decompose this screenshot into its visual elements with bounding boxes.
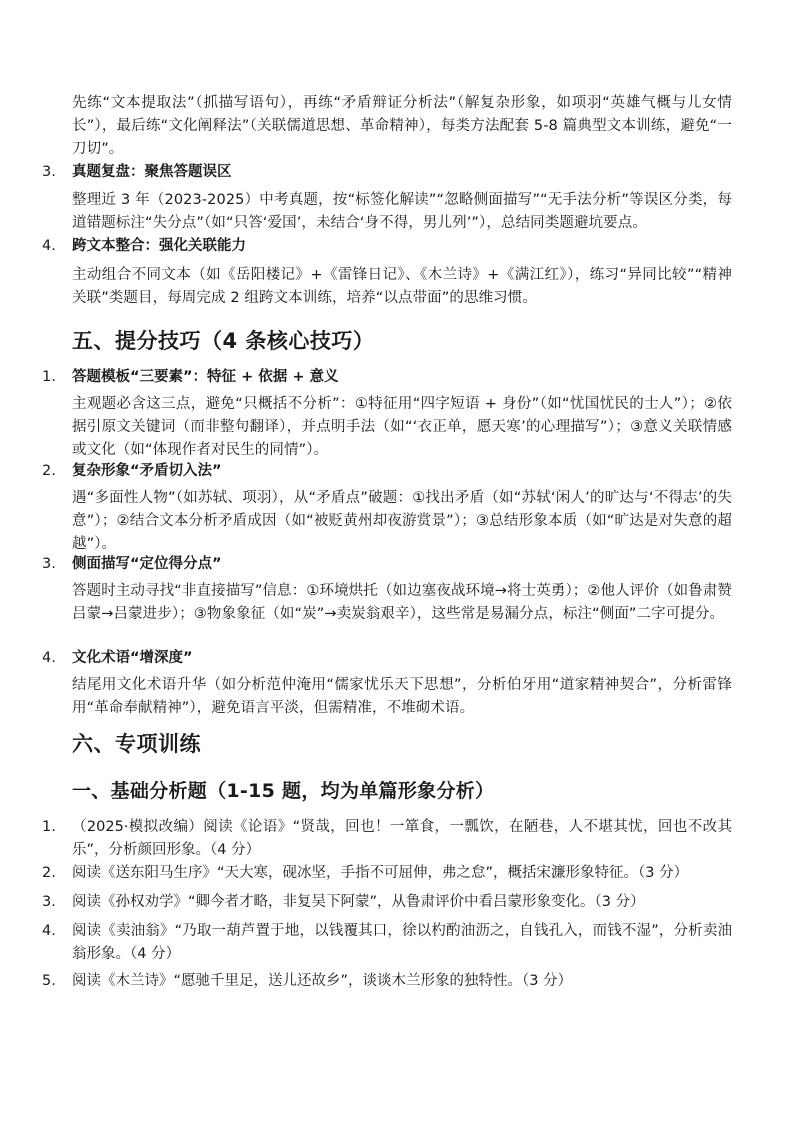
list-item-body: 整理近 3 年（2023-2025）中考真题，按“标签化解读”“忽略侧面描写”“无手法分析”等误区分类，每道错题标注“失分点”（如“只答‘爱国’，未结合‘身不得，男儿列’”），总结同类题避坑要点。 — [72, 192, 732, 231]
question-text: 阅读《卖油翁》“乃取一葫芦置于地，以钱覆其口，徐以杓酌油沥之，自钱孔入，而钱不湿”，分析卖油翁形象。（4 分） — [72, 923, 732, 962]
list-item-body: 结尾用文化术语升华（如分析范仲淹用“儒家忧乐天下思想”，分析伯牙用“道家精神契合”，分析雷锋用“革命奉献精神”），避免语言平淡，但需精准，不堆砌术语。 — [72, 677, 732, 716]
list-item-number: 2. — [42, 463, 56, 479]
list-item-title: 跨文本整合：强化关联能力 — [72, 238, 246, 254]
question-text: 阅读《孙权劝学》“卿今者才略，非复吴下阿蒙”，从鲁肃评价中看吕蒙形象变化。（3 分） — [72, 894, 645, 910]
question-number: 3. — [42, 894, 56, 910]
question-number: 4. — [42, 923, 56, 939]
question-text: 阅读《木兰诗》“愿驰千里足，送儿还故乡”，谈谈木兰形象的独特性。（3 分） — [72, 973, 573, 989]
list-item-title: 复杂形象“矛盾切入法” — [72, 463, 222, 479]
list-item-body: 遇“多面性人物”（如苏轼、项羽），从“矛盾点”破题：①找出矛盾（如“苏轼‘闲人’的旷达与‘不得志’的失意”）；②结合文本分析矛盾成因（如“被贬黄州却夜游赏景”）；③总结形象本质（如“旷达是对失意的超越”）。 — [72, 490, 732, 552]
list-item-number: 3. — [42, 556, 56, 572]
list-item-title: 文化术语“增深度” — [72, 650, 193, 666]
list-item-number: 4. — [42, 650, 56, 666]
section-heading: 五、提分技巧（4 条核心技巧） — [72, 329, 375, 353]
question-text: （2025·模拟改编）阅读《论语》“贤哉，回也！一箪食，一瓢饮，在陋巷，人不堪其忧，回也不改其乐”，分析颜回形象。（4 分） — [72, 819, 732, 858]
question-text: 阅读《送东阳马生序》“天大寒，砚冰坚，手指不可屈伸，弗之怠”，概括宋濂形象特征。（3 分） — [72, 865, 689, 881]
list-item-title: 侧面描写“定位得分点” — [72, 556, 222, 572]
list-item-number: 1. — [42, 369, 56, 385]
question-number: 2. — [42, 865, 56, 881]
intro-paragraph: 先练“文本提取法”（抓描写语句），再练“矛盾辩证分析法”（解复杂形象，如项羽“英雄气概与儿女情长”），最后练“文化阐释法”（关联儒道思想、革命精神），每类方法配套 5-8 篇典型文本训练，避免“一刀切”。 — [72, 95, 732, 157]
question-number: 1. — [42, 819, 56, 835]
list-item-body: 主动组合不同文本（如《岳阳楼记》+《雷锋日记》、《木兰诗》+《满江红》），练习“异同比较”“精神关联”类题目，每周完成 2 组跨文本训练，培养“以点带面”的思维习惯。 — [72, 267, 732, 306]
section-heading: 六、专项训练 — [72, 732, 201, 756]
list-item-body: 主观题必含这三点，避免“只概括不分析”：①特征用“四字短语 + 身份”（如“忧国忧民的士人”）；②依据引原文关键词（而非整句翻译），并点明手法（如“‘衣正单，愿天寒’的心理描写”）；③意义关联情感或文化（如“体现作者对民生的同情”）。 — [72, 396, 732, 458]
list-item-number: 4. — [42, 238, 56, 254]
list-item-body: 答题时主动寻找“非直接描写”信息：①环境烘托（如边塞夜战环境→将士英勇）；②他人评价（如鲁肃赞吕蒙→吕蒙进步）；③物象象征（如“炭”→卖炭翁艰辛），这些常是易漏分点，标注“侧面”二字可提分。 — [72, 583, 732, 622]
list-item-title: 真题复盘：聚焦答题误区 — [72, 164, 232, 180]
list-item-title: 答题模板“三要素”：特征 + 依据 + 意义 — [72, 369, 339, 385]
list-item-number: 3. — [42, 164, 56, 180]
question-number: 5. — [42, 973, 56, 989]
subsection-heading: 一、基础分析题（1-15 题，均为单篇形象分析） — [72, 780, 495, 802]
